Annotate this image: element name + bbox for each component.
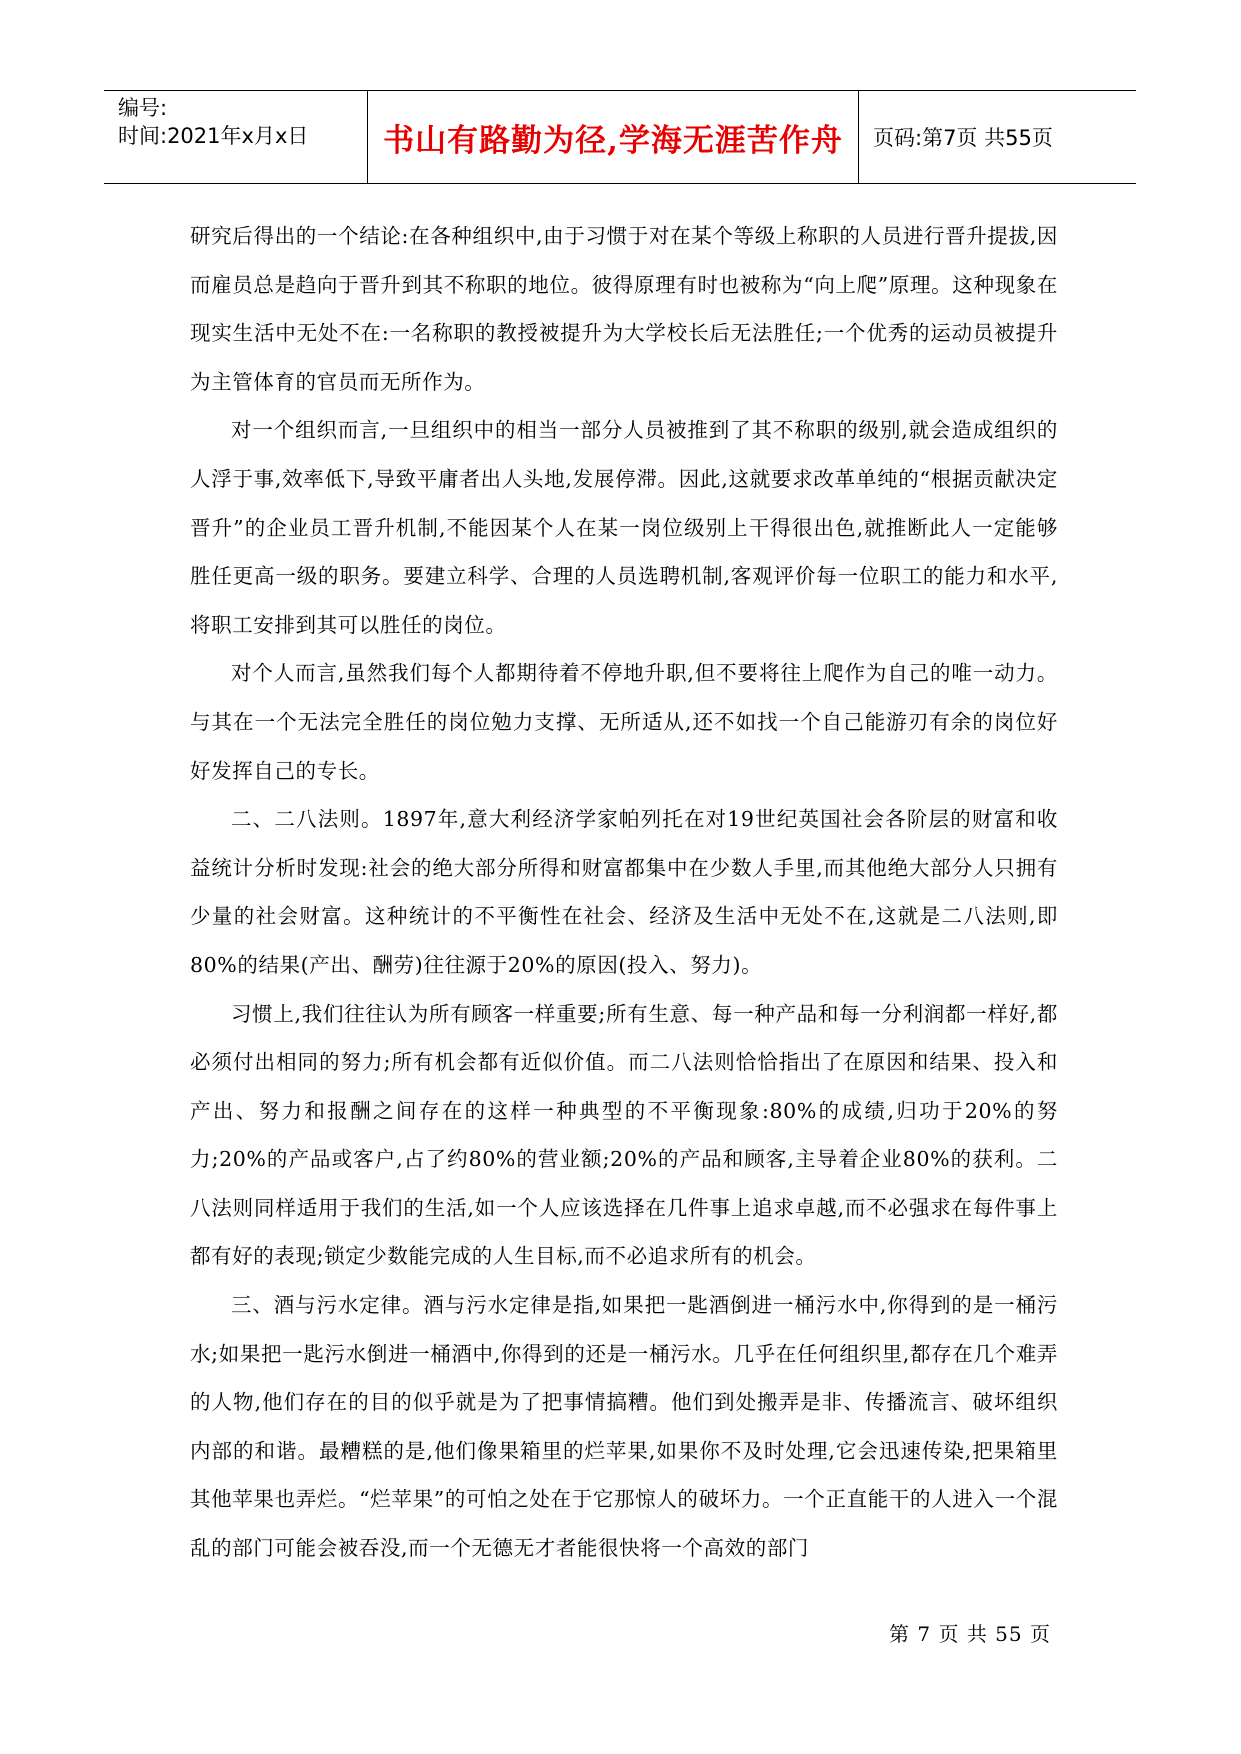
body-paragraph: 研究后得出的一个结论:在各种组织中,由于习惯于对在某个等级上称职的人员进行晋升提拔,因而雇员总是趋向于晋升到其不称职的地位。彼得原理有时也被称为“向上爬”原理。这种现象在现实生活中无处不在:一名称职的教授被提升为大学校长后无法胜任;一个优秀的运动员被提升为主管体育的官员而无所作为。 [190, 224, 1058, 394]
page-header [104, 90, 1136, 184]
body-paragraph: 二、二八法则。1897年,意大利经济学家帕列托在对19世纪英国社会各阶层的财富和收益统计分析时发现:社会的绝大部分所得和财富都集中在少数人手里,而其他绝大部分人只拥有少量的社会财富。这种统计的不平衡性在社会、经济及生活中无处不在,这就是二八法则,即80%的结果(产出、酬劳)往往源于20%的原因(投入、努力)。 [190, 807, 1058, 977]
document-number-label: 编号: [118, 96, 168, 120]
body-paragraph: 习惯上,我们往往认为所有顾客一样重要;所有生意、每一种产品和每一分利润都一样好,都必须付出相同的努力;所有机会都有近似价值。而二八法则恰恰指出了在原因和结果、投入和产出、努力和报酬之间存在的这样一种典型的不平衡现象:80%的成绩,归功于20%的努力;20%的产品或客户,占了约80%的营业额;20%的产品和顾客,主导着企业80%的获利。二八法则同样适用于我们的生活,如一个人应该选择在几件事上追求卓越,而不必强求在每件事上都有好的表现;锁定少数能完成的人生目标,而不必追求所有的机会。 [190, 1001, 1058, 1269]
body-paragraph: 三、酒与污水定律。酒与污水定律是指,如果把一匙酒倒进一桶污水中,你得到的是一桶污水;如果把一匙污水倒进一桶酒中,你得到的还是一桶污水。几乎在任何组织里,都存在几个难弄的人物,他们存在的目的似乎就是为了把事情搞糟。他们到处搬弄是非、传播流言、破坏组织内部的和谐。最糟糕的是,他们像果箱里的烂苹果,如果你不及时处理,它会迅速传染,把果箱里其他苹果也弄烂。“烂苹果”的可怕之处在于它那惊人的破坏力。一个正直能干的人进入一个混乱的部门可能会被吞没,而一个无德无才者能很快将一个高效的部门 [190, 1293, 1058, 1561]
header-meta [104, 91, 368, 183]
header-page-number: 页码:第7页 共55页 [873, 126, 1053, 150]
body-paragraph: 对个人而言,虽然我们每个人都期待着不停地升职,但不要将往上爬作为自己的唯一动力。与其在一个无法完全胜任的岗位勉力支撑、无所适从,还不如找一个自己能游刃有余的岗位好好发挥自己的专长。 [190, 661, 1058, 783]
document-time-label: 时间:2021年x月x日 [118, 124, 309, 148]
document-body [190, 212, 1058, 1573]
header-motto: 书山有路勤为径,学海无涯苦作舟 [368, 91, 859, 183]
body-paragraph: 对一个组织而言,一旦组织中的相当一部分人员被推到了其不称职的级别,就会造成组织的人浮于事,效率低下,导致平庸者出人头地,发展停滞。因此,这就要求改革单纯的“根据贡献决定晋升”的企业员工晋升机制,不能因某个人在某一岗位级别上干得很出色,就推断此人一定能够胜任更高一级的职务。要建立科学、合理的人员选聘机制,客观评价每一位职工的能力和水平,将职工安排到其可以胜任的岗位。 [190, 418, 1058, 637]
page-footer: 第 7 页 共 55 页 [889, 1622, 1051, 1646]
